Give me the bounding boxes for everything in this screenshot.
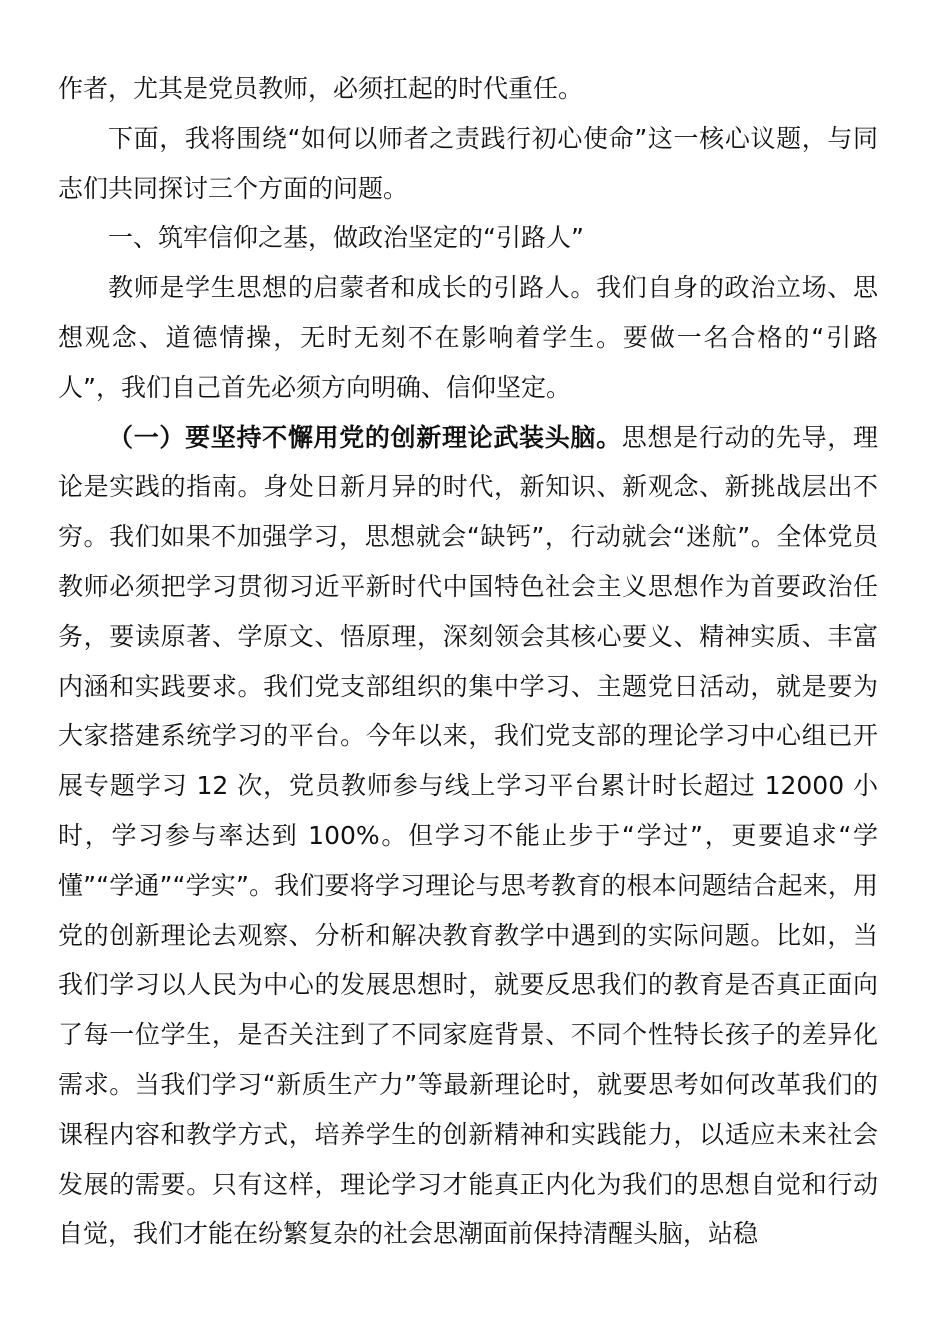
paragraph-theory-study: [58, 413, 878, 1260]
paragraph-teacher-role: 教师是学生思想的启蒙者和成长的引路人。我们自身的政治立场、思想观念、道德情操，无时无刻不在影响着学生。要做一名合格的“引路人”，我们自己首先必须方向明确、信仰坚定。: [58, 273, 878, 402]
subheading-bold-lead: （一）要坚持不懈用党的创新理论武装头脑。: [108, 422, 622, 452]
paragraph-continued: 作者，尤其是党员教师，必须扛起的时代重任。: [58, 74, 584, 103]
paragraph-intro: 下面，我将围绕“如何以师者之责践行初心使命”这一核心议题，与同志们共同探讨三个方面的问题。: [58, 123, 878, 203]
document-body: [58, 64, 878, 1259]
section-heading-1: 一、筑牢信仰之基，做政治坚定的“引路人”: [108, 223, 584, 253]
paragraph-theory-study-body: 思想是行动的先导，理论是实践的指南。身处日新月异的时代，新知识、新观念、新挑战层出不穷。我们如果不加强学习，思想就会“缺钙”，行动就会“迷航”。全体党员教师必须把学习贯彻习近平新时代中国特色社会主义思想作为首要政治任务，要读原著、学原文、悟原理，深刻领会其核心要义、精神实质、丰富内涵和实践要求。我们党支部组织的集中学习、主题党日活动，就是要为大家搭建系统学习的平台。今年以来，我们党支部的理论学习中心组已开展专题学习 12 次，党员教师参与线上学习平台累计时长超过 12000 小时，学习参与率达到 100%。但学习不能止步于“学过”，更要追求“学懂”“学通”“学实”。我们要将学习理论与思考教育的根本问题结合起来，用党的创新理论去观察、分析和解决教育教学中遇到的实际问题。比如，当我们学习以人民为中心的发展思想时，就要反思我们的教育是否真正面向了每一位学生，是否关注到了不同家庭背景、不同个性特长孩子的差异化需求。当我们学习“新质生产力”等最新理论时，就要思考如何改革我们的课程内容和教学方式，培养学生的创新精神和实践能力，以适应未来社会发展的需要。只有这样，理论学习才能真正内化为我们的思想自觉和行动自觉，我们才能在纷繁复杂的社会思潮面前保持清醒头脑，站稳: [58, 422, 878, 1249]
